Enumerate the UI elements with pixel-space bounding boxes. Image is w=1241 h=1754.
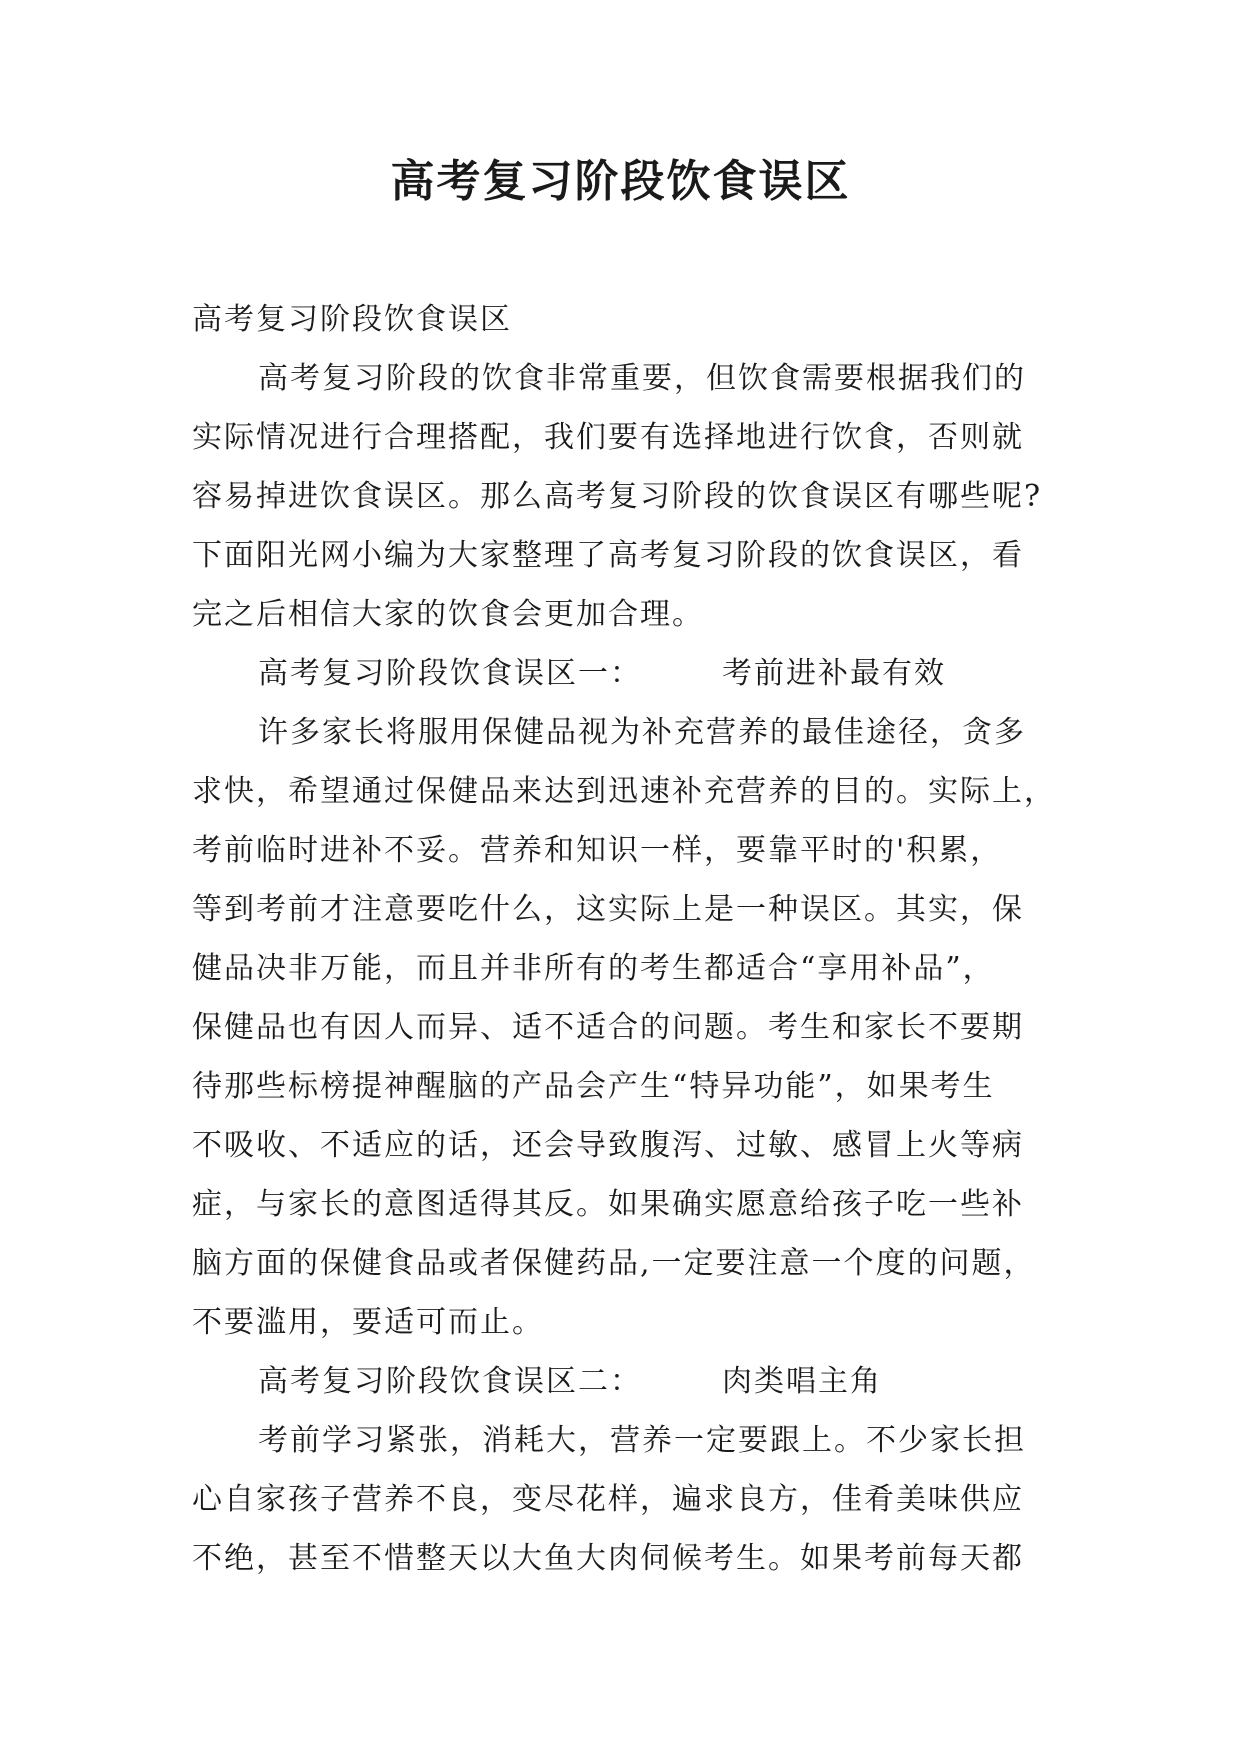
paragraph-line: 考前学习紧张，消耗大，营养一定要跟上。不少家长担 — [258, 1423, 1026, 1458]
section-title: 考前进补最有效 — [722, 656, 946, 691]
section-label: 高考复习阶段饮食误区一： — [258, 656, 642, 691]
paragraph-line: 容易掉进饮食误区。那么高考复习阶段的饮食误区有哪些呢? — [192, 479, 1043, 514]
section-label: 高考复习阶段饮食误区二： — [258, 1364, 642, 1399]
paragraph-line: 不绝，甚至不惜整天以大鱼大肉伺候考生。如果考前每天都 — [192, 1541, 1024, 1576]
paragraph-line: 高考复习阶段的饮食非常重要，但饮食需要根据我们的 — [258, 361, 1026, 396]
paragraph-line: 保健品也有因人而异、适不适合的问题。考生和家长不要期 — [192, 1010, 1024, 1045]
paragraph-line: 症，与家长的意图适得其反。如果确实愿意给孩子吃一些补 — [192, 1187, 1024, 1222]
section-heading-1 — [192, 644, 1052, 703]
document-body — [192, 290, 1056, 1588]
paragraph-line: 求快，希望通过保健品来达到迅速补充营养的目的。实际上， — [192, 774, 1056, 809]
paragraph-line: 完之后相信大家的饮食会更加合理。 — [192, 597, 704, 632]
paragraph-line: 考前临时进补不妥。营养和知识一样，要靠平时的'积累， — [192, 833, 1003, 868]
section-heading-2 — [192, 1352, 1052, 1411]
paragraph-line: 不要滥用，要适可而止。 — [192, 1305, 544, 1340]
section-title: 肉类唱主角 — [722, 1364, 882, 1399]
paragraph-line: 心自家孩子营养不良，变尽花样，遍求良方，佳肴美味供应 — [192, 1482, 1024, 1517]
paragraph-line: 等到考前才注意要吃什么，这实际上是一种误区。其实，保 — [192, 892, 1024, 927]
paragraph-line: 下面阳光网小编为大家整理了高考复习阶段的饮食误区，看 — [192, 538, 1024, 573]
paragraph-line: 不吸收、不适应的话，还会导致腹泻、过敏、感冒上火等病 — [192, 1128, 1024, 1163]
paragraph-line: 脑方面的保健食品或者保健药品,一定要注意一个度的问题， — [192, 1246, 1036, 1281]
document-title: 高考复习阶段饮食误区 — [390, 156, 851, 207]
paragraph-line: 实际情况进行合理搭配，我们要有选择地进行饮食，否则就 — [192, 420, 1024, 455]
paragraph-line: 健品决非万能，而且并非所有的考生都适合“享用补品”， — [192, 951, 995, 986]
subtitle-line: 高考复习阶段饮食误区 — [192, 302, 512, 337]
paragraph-line: 待那些标榜提神醒脑的产品会产生“特异功能”，如果考生 — [192, 1069, 995, 1104]
paragraph-line: 许多家长将服用保健品视为补充营养的最佳途径，贪多 — [258, 715, 1026, 750]
